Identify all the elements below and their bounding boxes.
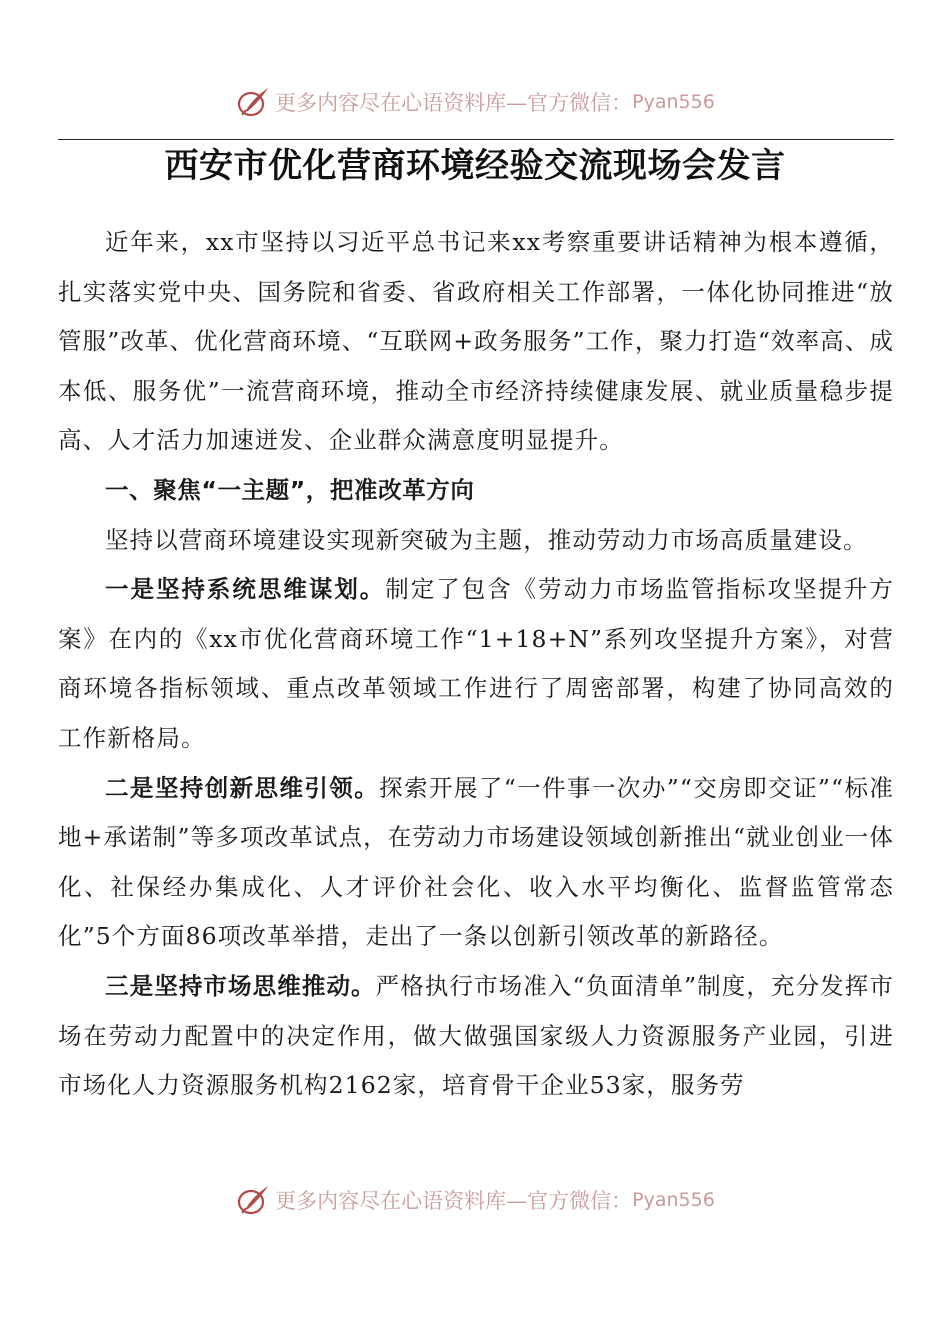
- footer-watermark: [0, 1180, 950, 1220]
- watermark-text: 更多内容尽在心语资料库—官方微信：: [275, 1189, 633, 1213]
- document-body: [58, 218, 894, 1111]
- point-paragraph-2: [58, 764, 894, 962]
- header-rule: [58, 139, 894, 140]
- point-paragraph-1: [58, 565, 894, 763]
- point-body: 制定了包含《劳动力市场监管指标攻坚提升方案》在内的《xx市优化营商环境工作“1+18+N”系列攻坚提升方案》，对营商环境各指标领域、重点改革领域工作进行了周密部署，构建了协同高效的工作新格局。: [58, 575, 894, 752]
- document-title: 西安市优化营商环境经验交流现场会发言: [164, 146, 786, 186]
- point-paragraph-3: [58, 962, 894, 1111]
- quill-pen-icon: [235, 1183, 271, 1217]
- section-intro-paragraph: 坚持以营商环境建设实现新突破为主题，推动劳动力市场高质量建设。: [105, 525, 868, 554]
- point-body: 探索开展了“一件事一次办”“交房即交证”“标准地+承诺制”等多项改革试点，在劳动力市场建设领域创新推出“就业创业一体化、社保经办集成化、人才评价社会化、收入水平均衡化、监督监管常态化”5个方面86项改革举措，走出了一条以创新引领改革的新路径。: [58, 773, 894, 951]
- point-lead: 二是坚持创新思维引领。: [105, 773, 380, 802]
- watermark-wechat-id: Pyan556: [632, 91, 715, 113]
- watermark-wechat-id: Pyan556: [632, 1189, 715, 1211]
- header-watermark: [0, 82, 950, 122]
- watermark-text: 更多内容尽在心语资料库—官方微信：: [275, 91, 633, 115]
- section-heading: 一、聚焦“一主题”，把准改革方向: [105, 475, 475, 504]
- intro-paragraph: 近年来，xx市坚持以习近平总书记来xx考察重要讲话精神为根本遵循，扎实落实党中央、国务院和省委、省政府相关工作部署，一体化协同推进“放管服”改革、优化营商环境、“互联网+政务服务”工作，聚力打造“效率高、成本低、服务优”一流营商环境，推动全市经济持续健康发展、就业质量稳步提高、人才活力加速迸发、企业群众满意度明显提升。: [58, 228, 894, 455]
- point-lead: 一是坚持系统思维谋划。: [105, 575, 386, 604]
- point-lead: 三是坚持市场思维推动。: [105, 971, 376, 1000]
- point-body: 严格执行市场准入“负面清单”制度，充分发挥市场在劳动力配置中的决定作用，做大做强国家级人力资源服务产业园，引进市场化人力资源服务机构2162家，培育骨干企业53家，服务劳: [58, 971, 894, 1100]
- quill-pen-icon: [235, 85, 271, 119]
